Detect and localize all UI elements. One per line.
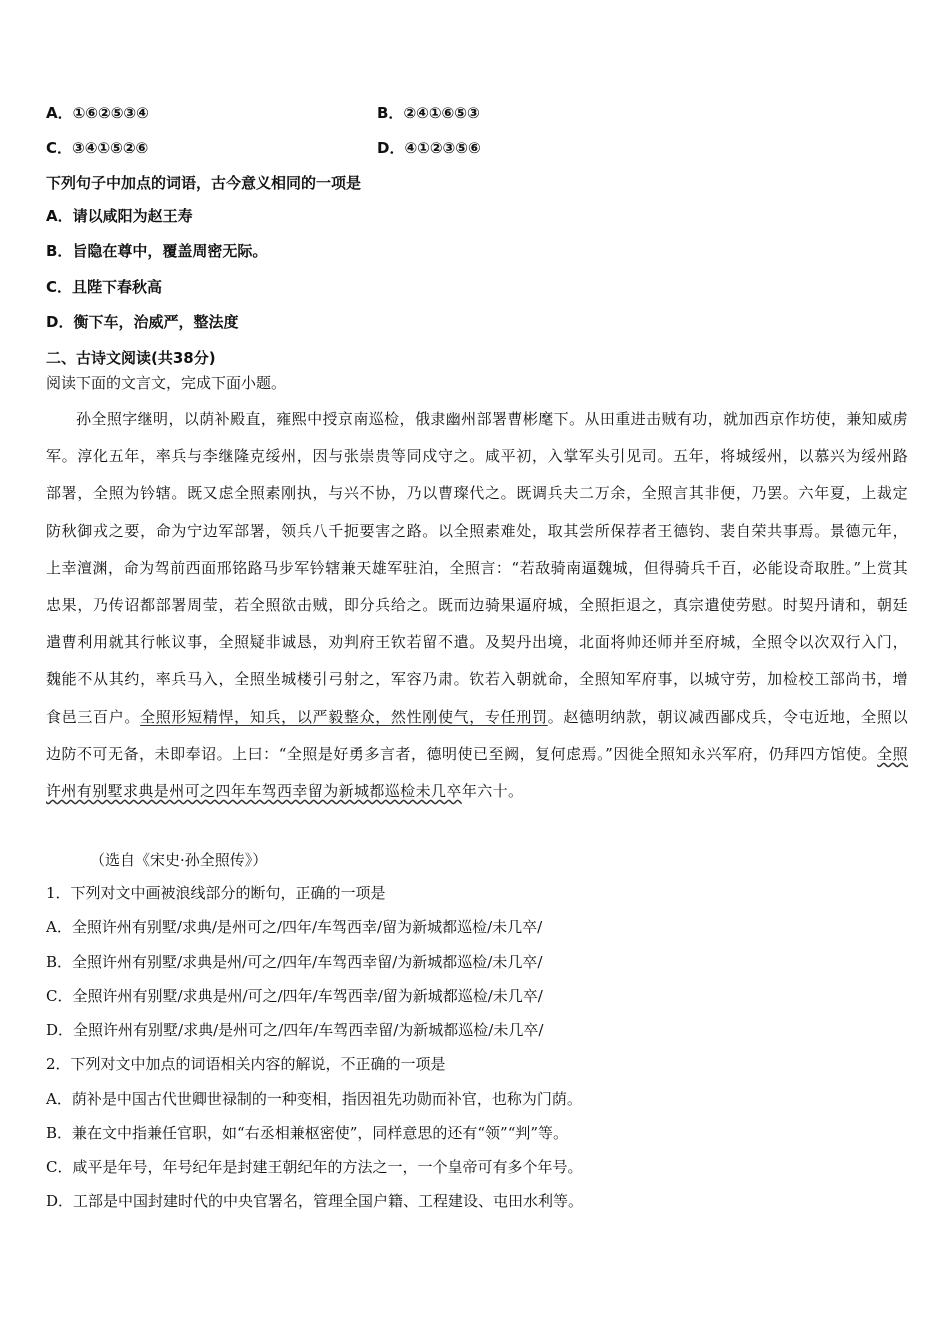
prev-option-c: [46, 137, 148, 158]
option-label: B．: [377, 104, 404, 122]
section-instruction: 阅读下面的文言文，完成下面小题。: [46, 374, 287, 392]
wavy-underlined-text: 全照许州有别墅求典是州可之四年车驾西幸留为新城都巡检未几卒: [46, 744, 908, 801]
passage-part-2: 。赵德明纳款，朝议减西鄙戍兵，令屯近地，全照以边防不可无备，未即奉诏。上曰：“全照是好勇多言者，德明使已至阙，复何虑焉。”因徙全照知永兴军府，仍拜四方馆使。: [46, 707, 909, 763]
meaning-option-a: A．请以咸阳为赵王寿: [46, 207, 193, 225]
passage-source: （选自《宋史·孙全照传》）: [90, 851, 268, 869]
passage-ending: 年六十。: [461, 782, 524, 801]
section-title: 二、古诗文阅读(共38分): [46, 349, 216, 367]
option-label: D．: [377, 139, 405, 157]
option-text: ②④①⑥⑤③: [403, 104, 480, 122]
prev-option-d: [377, 137, 481, 158]
q1-option-a: A．全照许州有别墅/求典/是州可之/四年/车驾西幸/留为新城都巡检/未几卒/: [46, 918, 543, 936]
option-text: ①⑥②⑤③④: [72, 104, 149, 122]
underlined-sentence: 全照形短精悍，知兵，以严毅整众，然性刚使气，专任刑罚: [140, 707, 548, 726]
meaning-option-d: D．衡下车，治威严，整法度: [46, 313, 239, 331]
option-text: ③④①⑤②⑥: [72, 139, 149, 157]
q1-option-b: B．全照许州有别墅/求典是州/可之/四年/车驾西幸留/为新城都巡检/未几卒/: [46, 953, 543, 971]
q2-option-b: B．兼在文中指兼任官职，如“右丞相兼枢密使”，同样意思的还有“领”“判”等。: [46, 1124, 569, 1142]
q1-option-d: D．全照许州有别墅/求典/是州可之/四年/车驾西幸留/为新城都巡检/未几卒/: [46, 1021, 544, 1039]
q2-option-a: A．荫补是中国古代世卿世禄制的一种变相，指因祖先功勋而补官，也称为门荫。: [46, 1090, 582, 1108]
q1-option-c: C．全照许州有别墅/求典是州/可之/四年/车驾西幸/留为新城都巡检/未几卒/: [46, 987, 543, 1005]
option-text: ④①②③⑤⑥: [404, 139, 481, 157]
q2-option-c: C．咸平是年号，年号纪年是封建王朝纪年的方法之一，一个皇帝可有多个年号。: [46, 1158, 583, 1176]
meaning-option-b: B．旨隐在尊中，覆盖周密无际。: [46, 242, 268, 260]
classical-passage: [46, 401, 908, 810]
q1-stem: 1．下列对文中画被浪线部分的断句，正确的一项是: [46, 884, 386, 902]
q2-option-d: D．工部是中国封建时代的中央官署名，管理全国户籍、工程建设、屯田水利等。: [46, 1192, 584, 1210]
option-label: C．: [46, 139, 73, 157]
q2-stem: 2．下列对文中加点的词语相关内容的解说，不正确的一项是: [46, 1055, 446, 1073]
passage-part-1: 孙全照字继明，以荫补殿直，雍熙中授京南巡检，俄隶幽州部署曹彬麾下。从田重进击贼有功，就加西京作坊使，兼知威虏军。淳化五年，率兵与李继隆克绥州，因与张崇贵等同戍守之。咸平初，入掌军头引见司。五年，将城绥州，以慕兴为绥州路部署，全照为钤辖。既又虑全照素刚执，与兴不协，乃以曹璨代之。既调兵夫二万余，全照言其非便，乃罢。六年夏，上裁定防秋御戎之要，命为宁边军部署，领兵八千扼要害之路。以全照素难处，取其尝所保荐者王德钧、裴自荣共事焉。景德元年，上幸澶渊，命为驾前西面邢铭路马步军钤辖兼天雄军驻泊，全照言：“若敌骑南逼魏城，但得骑兵千百，必能设奇取胜。”上赏其忠果，乃传诏都部署周莹，若全照欲击贼，即分兵给之。既而边骑果逼府城，全照拒退之，真宗遣使劳慰。时契丹请和，朝廷遣曹利用就其行帐议事，全照疑非诚恳，劝判府王钦若留不遣。及契丹出境，北面将帅还师并至府城，全照令以次双行入门，魏能不从其约，率兵马入，全照坐城楼引弓射之，军容乃肃。钦若入朝就命，全照知军府事，以城守劳，加检校工部尚书，增食邑三百户。: [46, 410, 908, 726]
prev-option-b: [377, 102, 480, 123]
meaning-option-c: C．且陛下春秋高: [46, 278, 163, 296]
prev-option-a: [46, 102, 149, 123]
meaning-question-stem: 下列句子中加点的词语，古今意义相同的一项是: [46, 174, 362, 192]
option-label: A．: [46, 104, 73, 122]
